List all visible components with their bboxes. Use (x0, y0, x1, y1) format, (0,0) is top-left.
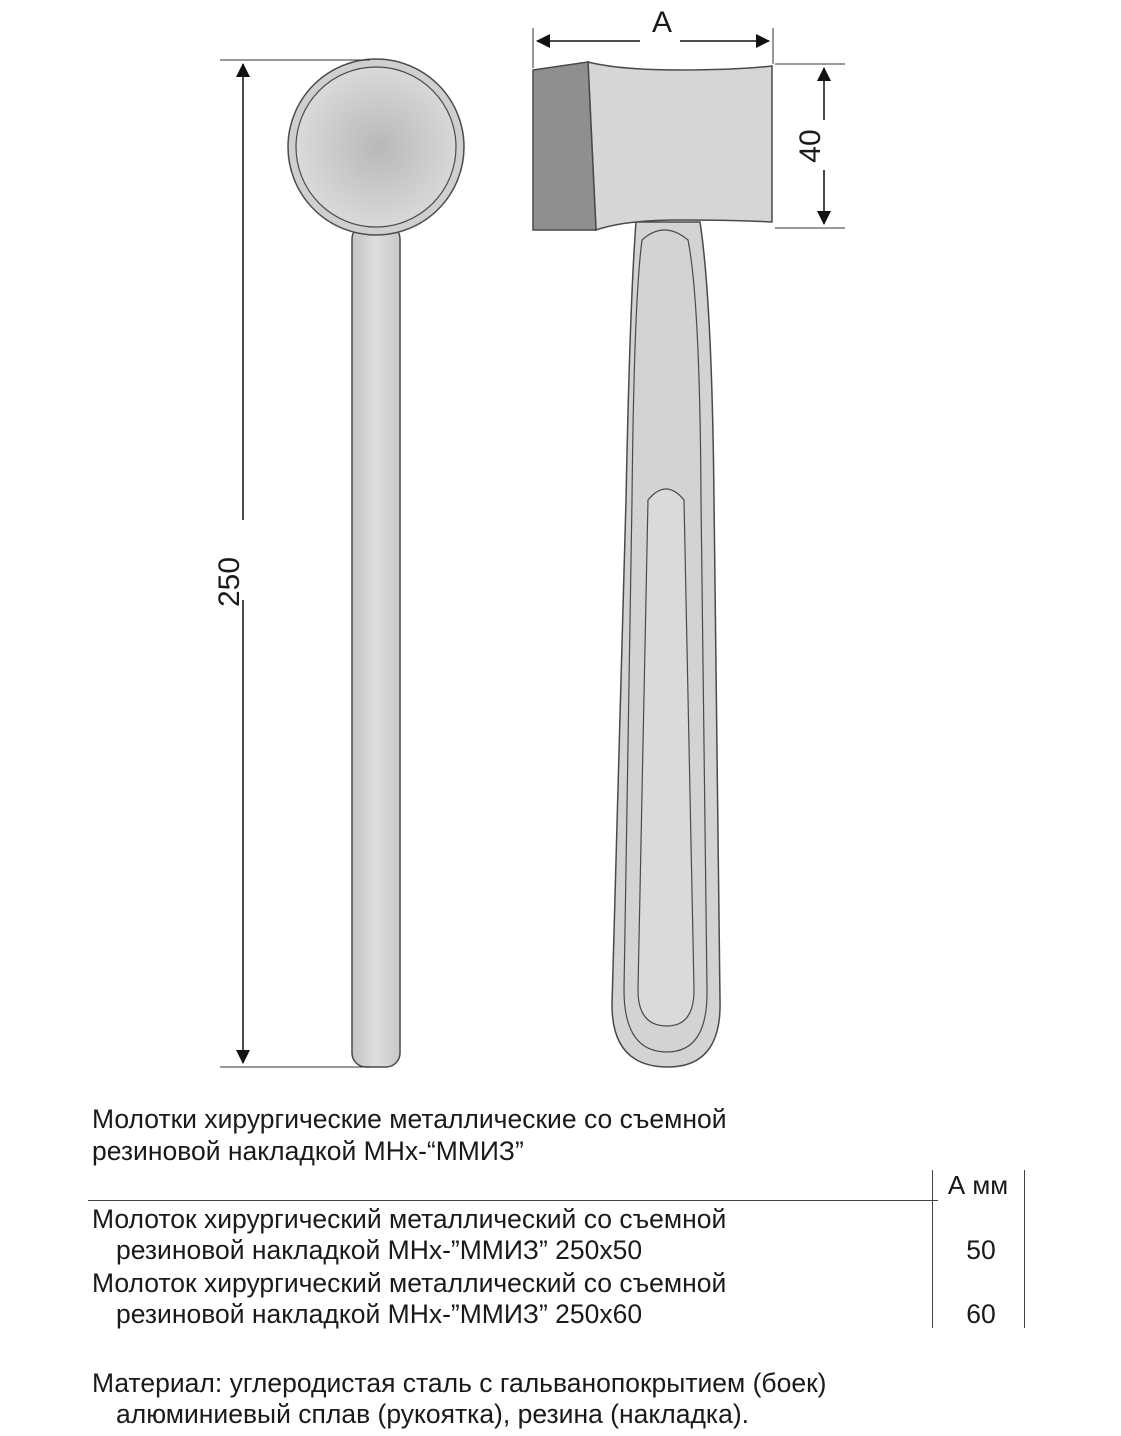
height-label: 40 (794, 129, 827, 163)
material-line-2: алюминиевый сплав (рукоятка), резина (накладка). (116, 1399, 750, 1429)
front-view (288, 59, 464, 1067)
spec-header-a-mm: А мм (947, 1170, 1009, 1200)
row-desc-line-2: резиновой накладкой МНх-”ММИЗ” 250х50 (116, 1235, 643, 1265)
row-desc-line-1: Молоток хирургический металлический со съемной (92, 1204, 727, 1234)
row-desc-line-1: Молоток хирургический металлический со съемной (92, 1268, 727, 1298)
table-row (92, 1268, 996, 1330)
side-head-metal (588, 62, 772, 230)
title-line-2: резиновой накладкой МНх-“ММИЗ” (92, 1136, 524, 1166)
front-head-face (296, 67, 456, 227)
material-note (92, 1368, 1092, 1430)
width-label: A (651, 6, 673, 39)
product-title (92, 1103, 852, 1167)
height-dimension (775, 64, 845, 228)
front-handle (352, 225, 400, 1067)
row-desc-line-2: резиновой накладкой МНх-”ММИЗ” 250х60 (116, 1299, 643, 1329)
row-value: 50 (966, 1235, 996, 1265)
side-handle-groove (638, 489, 694, 1026)
width-dimension (533, 6, 773, 68)
length-label: 250 (213, 556, 246, 608)
title-line-1: Молотки хирургические металлические со съемной (92, 1104, 727, 1134)
table-row (92, 1204, 996, 1266)
row-value: 60 (966, 1299, 996, 1329)
side-rubber-cap (533, 62, 596, 230)
side-view (533, 62, 772, 1067)
table-divider (88, 1200, 938, 1201)
column-divider (932, 1170, 933, 1328)
material-line-1: Материал: углеродистая сталь с гальванопокрытием (боек) (92, 1368, 827, 1398)
